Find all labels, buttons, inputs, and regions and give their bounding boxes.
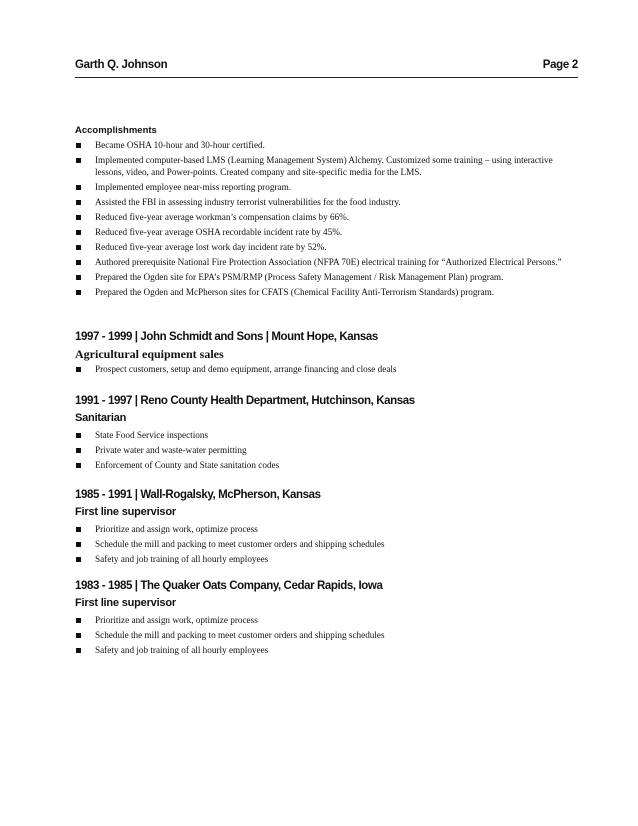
header-rule	[75, 77, 578, 78]
bullet-icon	[76, 527, 81, 532]
bullet-icon	[76, 557, 81, 562]
job-title: Sanitarian	[75, 412, 127, 424]
job-heading: 1983 - 1985 | The Quaker Oats Company, Cedar Rapids, Iowa	[75, 580, 383, 592]
list-item: Prepared the Ogden site for EPA’s PSM/RMP (Process Safety Management / Risk Management Plan) program.	[75, 272, 578, 284]
list-item: Prospect customers, setup and demo equipment, arrange financing and close deals	[75, 364, 578, 376]
page-number: Page 2	[542, 59, 578, 71]
list-item: Reduced five-year average lost work day incident rate by 52%.	[75, 242, 578, 254]
bullet-icon	[76, 633, 81, 638]
job-section	[75, 393, 578, 475]
list-item: Prioritize and assign work, optimize process	[75, 524, 578, 536]
bullet-icon	[76, 260, 81, 265]
job-duties-list	[75, 430, 578, 472]
bullet-icon	[76, 648, 81, 653]
accomplishments-section	[75, 124, 578, 302]
list-item: Safety and job training of all hourly employees	[75, 554, 578, 566]
bullet-icon	[76, 143, 81, 148]
job-section	[75, 578, 578, 660]
bullet-icon	[76, 463, 81, 468]
bullet-icon	[76, 245, 81, 250]
bullet-icon	[76, 367, 81, 372]
job-title: Agricultural equipment sales	[75, 347, 224, 361]
list-item: Reduced five-year average OSHA recordable incident rate by 45%.	[75, 227, 578, 239]
list-item: Safety and job training of all hourly employees	[75, 645, 578, 657]
job-heading: 1991 - 1997 | Reno County Health Department, Hutchinson, Kansas	[75, 395, 415, 407]
list-item: Implemented computer-based LMS (Learning Management System) Alchemy. Customized some training – using interactive lessons, video, and Power-points. Created company and site-specific media for the LMS.	[75, 155, 578, 178]
list-item: Prioritize and assign work, optimize process	[75, 615, 578, 627]
job-duties-list	[75, 615, 578, 657]
list-item: Schedule the mill and packing to meet customer orders and shipping schedules	[75, 539, 578, 551]
list-item: Enforcement of County and State sanitation codes	[75, 460, 578, 472]
list-item: Private water and waste-water permitting	[75, 445, 578, 457]
bullet-icon	[76, 158, 81, 163]
list-item: State Food Service inspections	[75, 430, 578, 442]
list-item: Implemented employee near-miss reporting program.	[75, 182, 578, 194]
bullet-icon	[76, 185, 81, 190]
job-section	[75, 487, 578, 569]
job-heading: 1985 - 1991 | Wall-Rogalsky, McPherson, Kansas	[75, 489, 321, 501]
accomplishments-list	[75, 140, 578, 298]
bullet-icon	[76, 542, 81, 547]
list-item: Reduced five-year average workman’s compensation claims by 66%.	[75, 212, 578, 224]
job-heading: 1997 - 1999 | John Schmidt and Sons | Mount Hope, Kansas	[75, 331, 378, 343]
bullet-icon	[76, 618, 81, 623]
job-section	[75, 329, 578, 379]
list-item: Schedule the mill and packing to meet customer orders and shipping schedules	[75, 630, 578, 642]
candidate-name: Garth Q. Johnson	[75, 59, 168, 71]
bullet-icon	[76, 448, 81, 453]
job-title: First line supervisor	[75, 506, 176, 518]
accomplishments-heading: Accomplishments	[75, 125, 157, 136]
job-title: First line supervisor	[75, 597, 176, 609]
bullet-icon	[76, 290, 81, 295]
bullet-icon	[76, 200, 81, 205]
bullet-icon	[76, 230, 81, 235]
job-duties-list	[75, 364, 578, 376]
bullet-icon	[76, 433, 81, 438]
list-item: Authored prerequisite National Fire Protection Association (NFPA 70E) electrical training for “Authorized Electrical Persons.”	[75, 257, 578, 269]
job-duties-list	[75, 524, 578, 566]
page-header	[75, 59, 578, 77]
list-item: Became OSHA 10-hour and 30-hour certified.	[75, 140, 578, 152]
list-item: Prepared the Ogden and McPherson sites for CFATS (Chemical Facility Anti-Terrorism Standards) program.	[75, 287, 578, 299]
bullet-icon	[76, 275, 81, 280]
list-item: Assisted the FBI in assessing industry terrorist vulnerabilities for the food industry.	[75, 197, 578, 209]
bullet-icon	[76, 215, 81, 220]
